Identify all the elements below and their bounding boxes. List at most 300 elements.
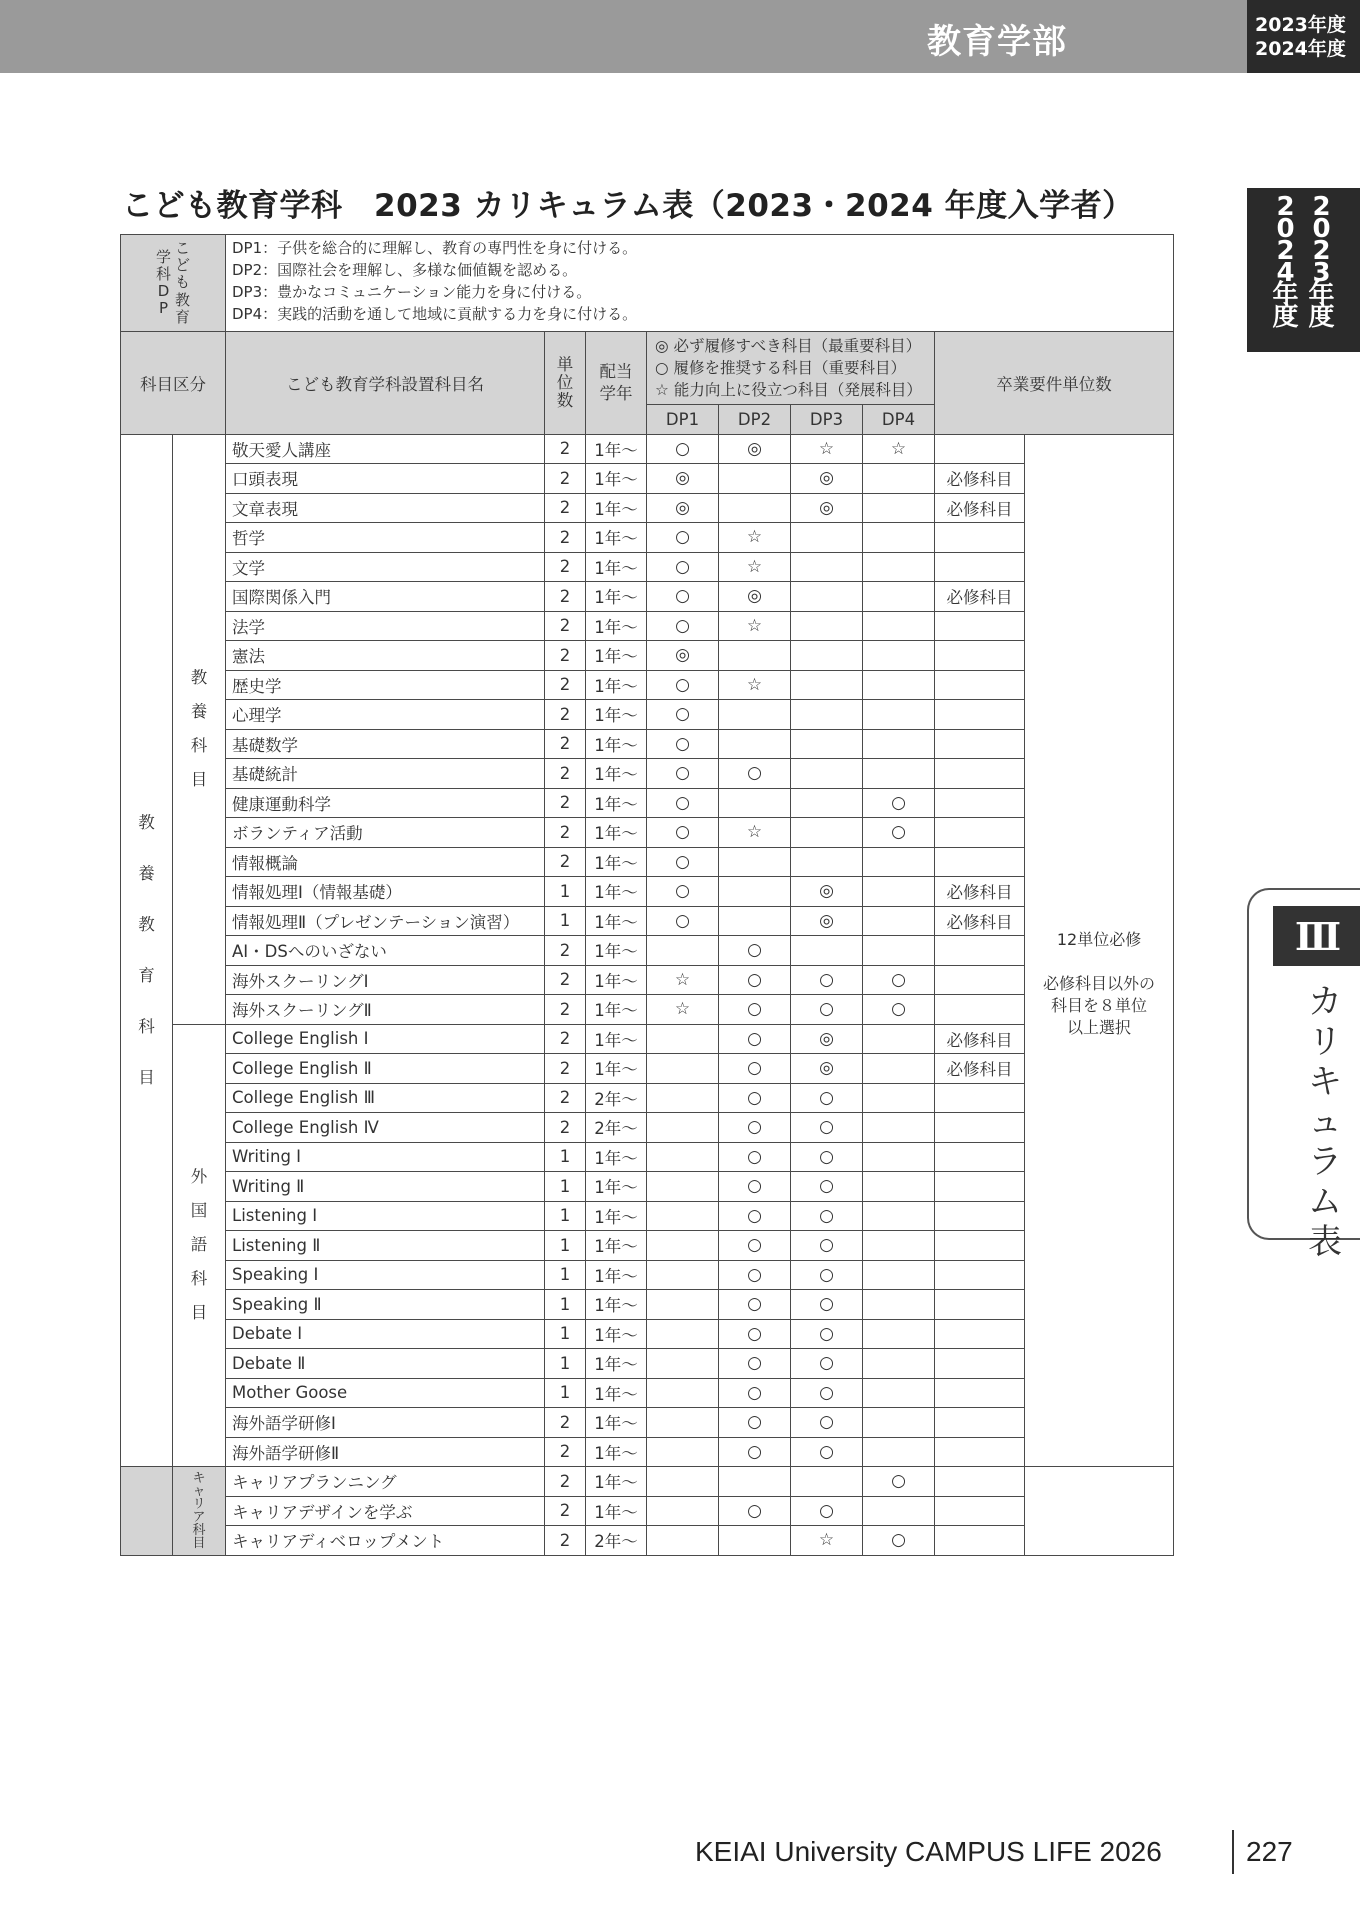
subject-name: College English Ⅱ <box>226 1054 545 1084</box>
required-note <box>935 1437 1025 1467</box>
table-row <box>121 788 1174 818</box>
side-year-char: 2 <box>1312 236 1331 266</box>
credits-header-char: 位 <box>556 372 574 392</box>
side-year-char: 0 <box>1276 214 1295 244</box>
required-note <box>935 1526 1025 1556</box>
table-row <box>121 1437 1174 1467</box>
header-year-badge <box>1247 0 1360 73</box>
grade-year: 1年～ <box>586 611 647 641</box>
dp3-mark: ○ <box>791 1496 863 1526</box>
required-note: 必修科目 <box>935 1024 1025 1054</box>
table-row <box>121 434 1174 464</box>
grade-year: 2年～ <box>586 1083 647 1113</box>
required-note: 必修科目 <box>935 906 1025 936</box>
table-row <box>121 1142 1174 1172</box>
dp3-mark: ◎ <box>791 877 863 907</box>
required-note <box>935 700 1025 730</box>
required-note <box>935 434 1025 464</box>
group-label-char: ャ <box>192 1483 206 1499</box>
subject-name: 健康運動科学 <box>226 788 545 818</box>
page-number: 227 <box>1246 1836 1293 1867</box>
table-row <box>121 995 1174 1025</box>
dp1-mark: ○ <box>647 759 719 789</box>
dp2-mark <box>719 847 791 877</box>
required-note <box>935 1201 1025 1231</box>
dp3-mark <box>791 936 863 966</box>
table-row <box>121 1290 1174 1320</box>
group-kyoyo-label <box>173 434 226 1024</box>
dp4-mark <box>863 1024 935 1054</box>
grade-year: 1年～ <box>586 965 647 995</box>
dp-label-char: ど <box>175 256 191 275</box>
dp4-mark <box>863 847 935 877</box>
required-note <box>935 729 1025 759</box>
legend-line: ○ 履修を推奨する科目（重要科目） <box>655 359 906 377</box>
header-band <box>0 0 1247 73</box>
dp1-mark: ○ <box>647 729 719 759</box>
dp3-mark: ◎ <box>791 493 863 523</box>
grade-year: 2年～ <box>586 1526 647 1556</box>
group-career-spacer <box>121 1467 173 1556</box>
curriculum-table <box>120 234 1174 1556</box>
grade-year: 1年～ <box>586 995 647 1025</box>
side-year-char: 年 <box>1308 280 1335 310</box>
subject-name: 文学 <box>226 552 545 582</box>
required-note <box>935 818 1025 848</box>
dp4-mark <box>863 700 935 730</box>
chapter-title-char: ラ <box>1308 1142 1342 1182</box>
table-row <box>121 1231 1174 1261</box>
credits: 2 <box>545 965 586 995</box>
chapter-title <box>1305 982 1345 1262</box>
grad-note-line: 以上選択 <box>1067 1017 1132 1037</box>
subject-name: 情報処理Ⅱ（プレゼンテーション演習） <box>226 906 545 936</box>
chapter-tab[interactable] <box>1247 888 1360 1262</box>
dp-line: DP3：豊かなコミュニケーション能力を身に付ける。 <box>232 283 592 301</box>
subject-name: 口頭表現 <box>226 464 545 494</box>
dp2-mark: ○ <box>719 1378 791 1408</box>
group-label-char: 外 <box>190 1167 208 1187</box>
dp1-mark <box>647 1408 719 1438</box>
credits: 1 <box>545 1142 586 1172</box>
dp1-mark <box>647 1319 719 1349</box>
credits: 1 <box>545 1201 586 1231</box>
dp-label-col <box>175 240 190 326</box>
credits: 2 <box>545 1113 586 1143</box>
grade-year: 1年～ <box>586 523 647 553</box>
dp2-mark: ○ <box>719 1231 791 1261</box>
subject-name: 歴史学 <box>226 670 545 700</box>
required-note: 必修科目 <box>935 877 1025 907</box>
grade-year: 1年～ <box>586 493 647 523</box>
subject-name: 基礎統計 <box>226 759 545 789</box>
grade-year: 1年～ <box>586 1231 647 1261</box>
dp4-mark <box>863 493 935 523</box>
table-row <box>121 523 1174 553</box>
subject-name: Debate Ⅰ <box>226 1319 545 1349</box>
dp2-header: DP2 <box>719 405 791 435</box>
dp3-mark <box>791 847 863 877</box>
footer-divider <box>1232 1830 1234 1874</box>
credits: 1 <box>545 1319 586 1349</box>
dp2-mark: ☆ <box>719 670 791 700</box>
dp-label-cell <box>121 235 226 332</box>
dp2-mark: ○ <box>719 1083 791 1113</box>
dp2-mark: ○ <box>719 1142 791 1172</box>
chapter-number: Ⅲ <box>1273 906 1360 966</box>
grade-year: 2年～ <box>586 1113 647 1143</box>
dp3-mark: ○ <box>791 1349 863 1379</box>
dp2-mark: ○ <box>719 1172 791 1202</box>
required-note <box>935 1142 1025 1172</box>
dp3-mark <box>791 611 863 641</box>
subject-name: 情報処理Ⅰ（情報基礎） <box>226 877 545 907</box>
header-year-line: 2024年度 <box>1255 37 1346 60</box>
grade-year: 1年～ <box>586 434 647 464</box>
table-row <box>121 1113 1174 1143</box>
credits: 1 <box>545 1378 586 1408</box>
table-row <box>121 877 1174 907</box>
grade-year: 1年～ <box>586 1024 647 1054</box>
group-career-label <box>173 1467 226 1556</box>
table-row <box>121 1024 1174 1054</box>
dp2-mark: ☆ <box>719 818 791 848</box>
group-label-char: キ <box>192 1470 206 1486</box>
dp4-mark: ☆ <box>863 434 935 464</box>
group-label-char: ア <box>192 1509 206 1525</box>
dp-label-char: 育 <box>175 307 191 326</box>
dp2-mark: ◎ <box>719 582 791 612</box>
dp2-mark: ☆ <box>719 552 791 582</box>
grade-year: 1年～ <box>586 818 647 848</box>
subject-name: 心理学 <box>226 700 545 730</box>
dp3-mark: ◎ <box>791 1054 863 1084</box>
credits: 2 <box>545 1054 586 1084</box>
subject-name: Writing Ⅰ <box>226 1142 545 1172</box>
dp4-mark <box>863 1260 935 1290</box>
credits: 2 <box>545 847 586 877</box>
dp2-mark <box>719 1467 791 1497</box>
credits: 2 <box>545 1408 586 1438</box>
dp2-mark: ○ <box>719 759 791 789</box>
dp2-mark <box>719 700 791 730</box>
dp1-mark: ○ <box>647 611 719 641</box>
dp1-mark <box>647 1349 719 1379</box>
grade-year: 1年～ <box>586 1349 647 1379</box>
dp2-mark: ○ <box>719 1496 791 1526</box>
grade-year: 1年～ <box>586 1290 647 1320</box>
dp1-mark <box>647 1378 719 1408</box>
group-label-char: リ <box>192 1496 206 1512</box>
credits: 2 <box>545 700 586 730</box>
table-row <box>121 818 1174 848</box>
required-note <box>935 670 1025 700</box>
dp3-mark: ◎ <box>791 1024 863 1054</box>
dp4-mark <box>863 1083 935 1113</box>
grade-year: 1年～ <box>586 906 647 936</box>
dp3-mark: ○ <box>791 1408 863 1438</box>
dp1-mark: ○ <box>647 670 719 700</box>
subject-name: 情報概論 <box>226 847 545 877</box>
dp4-mark <box>863 877 935 907</box>
credits: 2 <box>545 1496 586 1526</box>
dp3-mark: ○ <box>791 965 863 995</box>
dp-label-char: D <box>157 282 170 300</box>
dp4-mark <box>863 1349 935 1379</box>
group-label-char: 国 <box>190 1201 208 1221</box>
dp3-mark: ○ <box>791 1142 863 1172</box>
credits: 2 <box>545 523 586 553</box>
dp3-mark: ○ <box>791 1290 863 1320</box>
dp1-mark: ○ <box>647 847 719 877</box>
dp1-mark <box>647 1231 719 1261</box>
dp1-mark <box>647 1142 719 1172</box>
chapter-title-char: キ <box>1308 1062 1342 1102</box>
legend-cell <box>647 332 935 405</box>
dp1-mark: ☆ <box>647 965 719 995</box>
grade-year: 1年～ <box>586 1467 647 1497</box>
subject-name: 海外スクーリングⅡ <box>226 995 545 1025</box>
footer-text: KEIAI University CAMPUS LIFE 2026 <box>695 1836 1162 1867</box>
page-title: こども教育学科 2023 カリキュラム表（2023・2024 年度入学者） <box>122 188 1134 224</box>
dp4-mark <box>863 1054 935 1084</box>
subject-name: ボランティア活動 <box>226 818 545 848</box>
dp1-mark: ◎ <box>647 493 719 523</box>
chapter-title-char: リ <box>1308 1022 1342 1062</box>
grad-note-line: 科目を８単位 <box>1051 995 1148 1015</box>
group-label-char: 目 <box>190 770 208 789</box>
subject-name: Mother Goose <box>226 1378 545 1408</box>
group-label-char: 育 <box>138 966 155 986</box>
group-label-char: 目 <box>192 1535 206 1551</box>
dp1-mark <box>647 1172 719 1202</box>
side-year-col-2023 <box>1307 192 1337 352</box>
table-row <box>121 1378 1174 1408</box>
side-year-char: 0 <box>1312 214 1331 244</box>
required-note: 必修科目 <box>935 464 1025 494</box>
dp1-mark <box>647 1083 719 1113</box>
dp3-mark <box>791 788 863 818</box>
credits: 2 <box>545 552 586 582</box>
required-note <box>935 1172 1025 1202</box>
dp-label-char: 科 <box>155 264 171 283</box>
dp3-mark <box>791 818 863 848</box>
side-year-char: 度 <box>1308 302 1335 332</box>
subject-name: 敬天愛人講座 <box>226 434 545 464</box>
table-row <box>121 1201 1174 1231</box>
dp2-mark: ○ <box>719 1437 791 1467</box>
dp3-mark: ○ <box>791 1201 863 1231</box>
required-note <box>935 1290 1025 1320</box>
credits: 1 <box>545 877 586 907</box>
table-row <box>121 1319 1174 1349</box>
table-row <box>121 1349 1174 1379</box>
grade-year: 1年～ <box>586 464 647 494</box>
grad-requirement-note <box>1025 434 1174 1467</box>
table-row <box>121 1054 1174 1084</box>
dp3-mark: ◎ <box>791 906 863 936</box>
header-year-line: 2023年度 <box>1255 13 1346 36</box>
grade-year: 1年～ <box>586 1496 647 1526</box>
side-year-char: 年 <box>1272 280 1299 310</box>
table-row <box>121 700 1174 730</box>
credits: 1 <box>545 1260 586 1290</box>
subject-name: Speaking Ⅱ <box>226 1290 545 1320</box>
credits-header-char: 数 <box>556 390 574 410</box>
dp1-mark <box>647 1496 719 1526</box>
group-gaikoku-label <box>173 1024 226 1467</box>
credits: 2 <box>545 1083 586 1113</box>
dp-label-char: 教 <box>175 290 191 309</box>
table-row <box>121 552 1174 582</box>
dp4-mark <box>863 523 935 553</box>
credits: 2 <box>545 641 586 671</box>
dp2-mark <box>719 641 791 671</box>
required-note <box>935 847 1025 877</box>
credits: 2 <box>545 729 586 759</box>
grade-year: 1年～ <box>586 1142 647 1172</box>
dp3-mark: ○ <box>791 1113 863 1143</box>
dp2-mark <box>719 464 791 494</box>
grade-year: 1年～ <box>586 700 647 730</box>
credits: 2 <box>545 936 586 966</box>
dp1-mark: ◎ <box>647 464 719 494</box>
dp-row <box>121 235 1174 332</box>
subject-name: 海外語学研修Ⅱ <box>226 1437 545 1467</box>
grad-note-line: 12単位必修 <box>1056 929 1142 949</box>
required-note <box>935 759 1025 789</box>
dp-line: DP1：子供を総合的に理解し、教育の専門性を身に付ける。 <box>232 239 638 257</box>
grad-note-line: 必修科目以外の <box>1043 973 1156 993</box>
dp4-mark <box>863 582 935 612</box>
subject-name: 基礎数学 <box>226 729 545 759</box>
dp2-mark: ○ <box>719 1408 791 1438</box>
side-year-tab <box>1247 188 1360 352</box>
dp2-mark: ○ <box>719 1349 791 1379</box>
table-row <box>121 641 1174 671</box>
dp2-mark: ○ <box>719 1290 791 1320</box>
dp4-mark: ○ <box>863 1526 935 1556</box>
side-year-char: 3 <box>1312 258 1331 288</box>
credits: 2 <box>545 670 586 700</box>
dp-label-char: こ <box>175 238 191 257</box>
grade-year: 1年～ <box>586 847 647 877</box>
dp2-mark <box>719 1526 791 1556</box>
grade-year: 1年～ <box>586 1378 647 1408</box>
side-year-char: 2 <box>1312 192 1331 222</box>
grade-year: 1年～ <box>586 552 647 582</box>
group-label-char: 科 <box>192 1522 206 1538</box>
side-year-char: 度 <box>1272 302 1299 332</box>
dp4-mark <box>863 759 935 789</box>
group-label-char: 養 <box>138 864 155 884</box>
dp1-mark <box>647 1201 719 1231</box>
required-note <box>935 1408 1025 1438</box>
dp4-mark <box>863 1437 935 1467</box>
dp3-mark: ◎ <box>791 464 863 494</box>
dp4-mark <box>863 670 935 700</box>
credits: 2 <box>545 611 586 641</box>
dp3-mark <box>791 523 863 553</box>
dp1-mark <box>647 1054 719 1084</box>
credits: 1 <box>545 1231 586 1261</box>
grade-year: 1年～ <box>586 877 647 907</box>
dp4-mark: ○ <box>863 1467 935 1497</box>
grade-year: 1年～ <box>586 1054 647 1084</box>
dp1-mark <box>647 1113 719 1143</box>
subject-name: College English Ⅲ <box>226 1083 545 1113</box>
grade-year: 1年～ <box>586 788 647 818</box>
credits: 2 <box>545 434 586 464</box>
dp4-mark <box>863 1231 935 1261</box>
dp4-mark <box>863 936 935 966</box>
table-row <box>121 1496 1174 1526</box>
dp4-mark <box>863 1378 935 1408</box>
table-row <box>121 582 1174 612</box>
table-row <box>121 1526 1174 1556</box>
group-label-char: 養 <box>190 702 208 721</box>
side-year-char: 2 <box>1276 192 1295 222</box>
dp4-mark <box>863 1172 935 1202</box>
dp4-mark <box>863 1319 935 1349</box>
required-note <box>935 1467 1025 1497</box>
year-header <box>586 332 647 435</box>
subject-name: Speaking Ⅰ <box>226 1260 545 1290</box>
required-note: 必修科目 <box>935 493 1025 523</box>
dp3-mark: ○ <box>791 1231 863 1261</box>
grad-requirement-blank <box>1025 1467 1174 1556</box>
dp4-mark <box>863 1290 935 1320</box>
chapter-title-char: 表 <box>1308 1222 1342 1262</box>
grade-year: 1年～ <box>586 729 647 759</box>
header-row <box>121 332 1174 405</box>
dp1-mark: ○ <box>647 700 719 730</box>
dp2-mark <box>719 906 791 936</box>
year-header-line: 配当 <box>599 361 633 381</box>
dp1-mark: ○ <box>647 434 719 464</box>
group-label-char: 科 <box>138 1017 155 1037</box>
subject-name: Debate Ⅱ <box>226 1349 545 1379</box>
dp2-mark: ○ <box>719 1201 791 1231</box>
dp1-mark <box>647 1437 719 1467</box>
dp2-mark <box>719 788 791 818</box>
group-label-char: 目 <box>190 1303 208 1323</box>
grade-year: 1年～ <box>586 670 647 700</box>
required-note <box>935 1260 1025 1290</box>
dp-line: DP2：国際社会を理解し、多様な価値観を認める。 <box>232 261 578 279</box>
dp1-mark <box>647 1526 719 1556</box>
group-label-char: 語 <box>190 1235 208 1255</box>
group-label-char: 教 <box>138 813 155 833</box>
dp2-mark: ◎ <box>719 434 791 464</box>
dp3-mark: ○ <box>791 1319 863 1349</box>
credits: 1 <box>545 1349 586 1379</box>
dp4-mark <box>863 729 935 759</box>
dp4-mark <box>863 1496 935 1526</box>
dp4-mark <box>863 611 935 641</box>
subject-name: Writing Ⅱ <box>226 1172 545 1202</box>
required-note <box>935 641 1025 671</box>
side-year-char: 2 <box>1276 236 1295 266</box>
table-row <box>121 1467 1174 1497</box>
legend-line: ◎ 必ず履修すべき科目（最重要科目） <box>655 337 922 355</box>
dp2-mark: ○ <box>719 1054 791 1084</box>
dp3-mark: ○ <box>791 1083 863 1113</box>
required-note <box>935 995 1025 1025</box>
required-note <box>935 611 1025 641</box>
dp3-mark: ○ <box>791 1172 863 1202</box>
group-main-label <box>121 434 173 1467</box>
